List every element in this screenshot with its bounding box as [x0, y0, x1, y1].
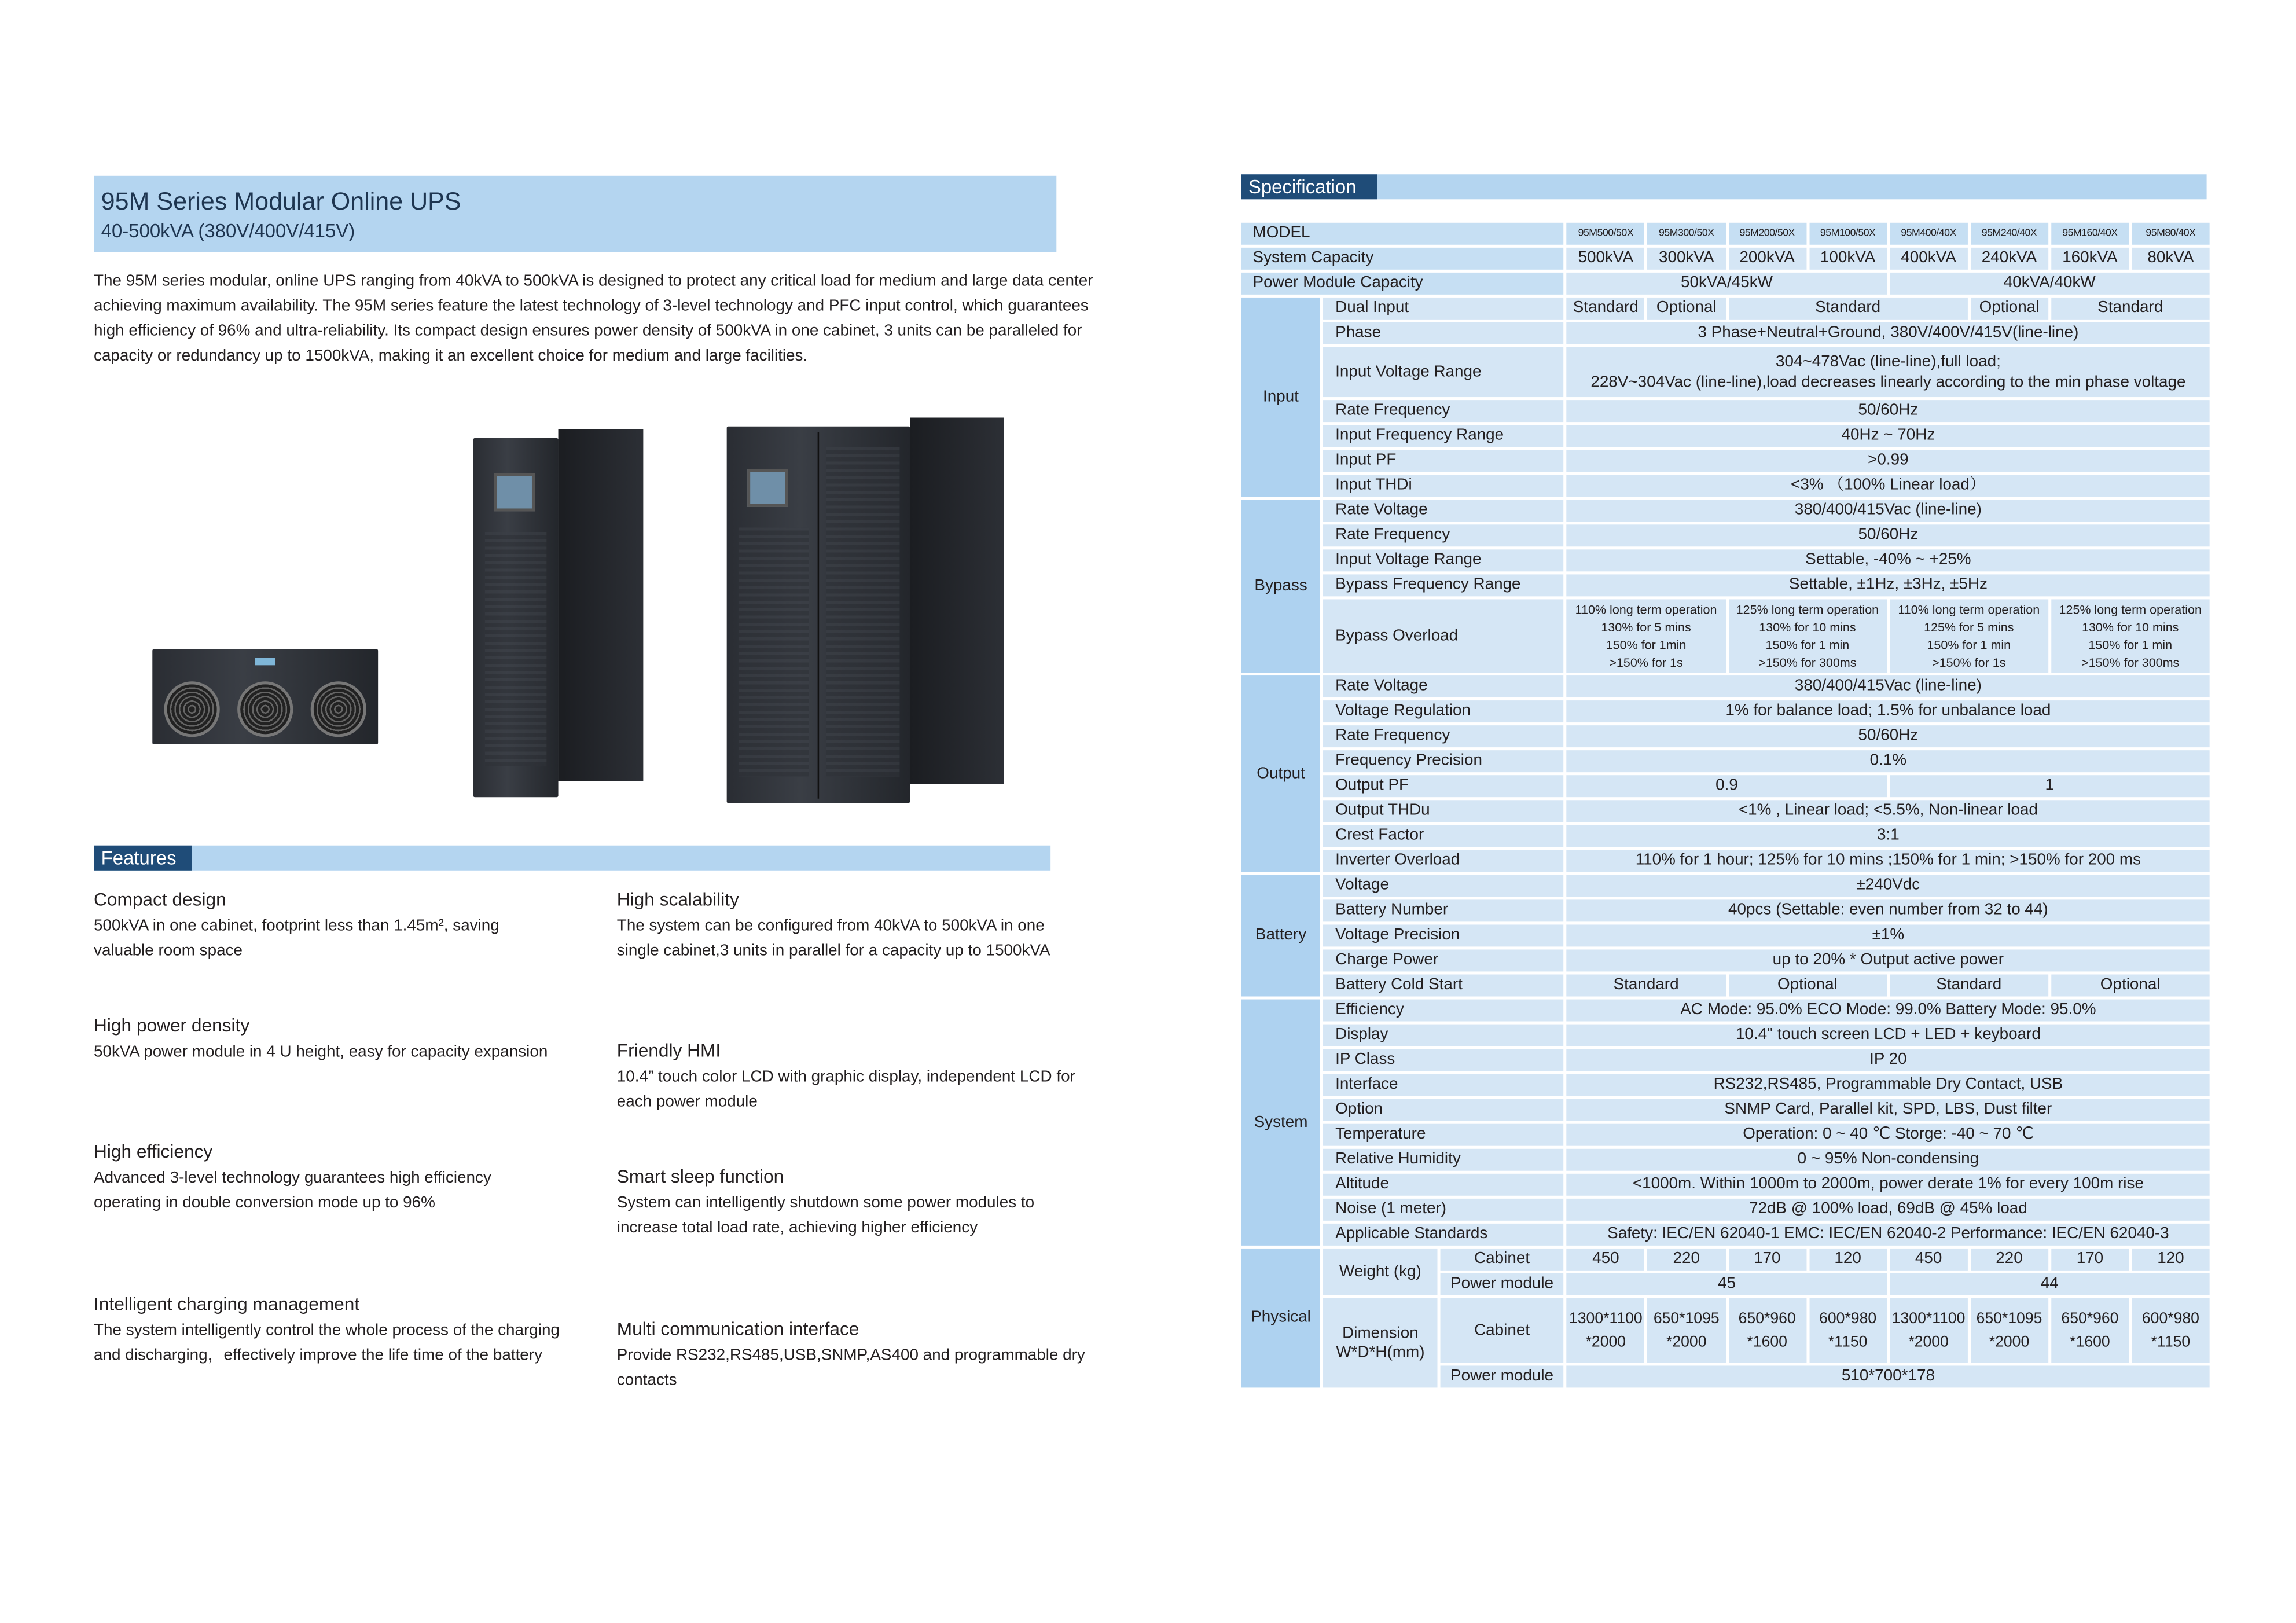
spec-row [1241, 725, 2209, 747]
spec-value: 650*1095 *2000 [1648, 1298, 1725, 1363]
spec-section-label: Physical [1241, 1249, 1321, 1388]
spec-value: 600*980 *1150 [1809, 1298, 1886, 1363]
spec-value: 110% for 1 hour; 125% for 10 mins ;150% for 1 min; >150% for 200 ms [1567, 850, 2210, 872]
spec-section-label: System [1241, 1000, 1321, 1246]
spec-value: 200kVA [1728, 248, 1806, 270]
spec-value: <3% （100% Linear load） [1567, 475, 2210, 497]
spec-value: 120 [2132, 1249, 2209, 1271]
spec-value: 40kVA/40kW [1890, 273, 2210, 295]
spec-parameter: Display [1324, 1025, 1564, 1046]
spec-section-label: Battery [1241, 875, 1321, 996]
spec-row [1241, 949, 2209, 971]
spec-parameter: Input Voltage Range [1324, 549, 1564, 571]
spec-subparameter: Cabinet [1440, 1249, 1564, 1271]
spec-value: Settable, ±1Hz, ±3Hz, ±5Hz [1567, 574, 2210, 596]
model-name: 95M500/50X [1567, 223, 1644, 245]
spec-value: Optional [1728, 975, 1887, 997]
spec-value: Standard [1567, 975, 1725, 997]
spec-row [1241, 775, 2209, 797]
spec-parameter: Battery Cold Start [1324, 975, 1564, 997]
spec-value: 125% long term operation 130% for 10 mins 150% for 1 min >150% for 300ms [1728, 599, 1887, 673]
spec-value: 510*700*178 [1567, 1365, 2210, 1387]
spec-parameter: Bypass Overload [1324, 599, 1564, 673]
spec-value: ±1% [1567, 924, 2210, 946]
spec-parameter: Efficiency [1324, 1000, 1564, 1022]
spec-row [1241, 524, 2209, 546]
specification-table [1238, 220, 2213, 1391]
spec-parameter: Noise (1 meter) [1324, 1199, 1564, 1221]
spec-value: 220 [1970, 1249, 2048, 1271]
spec-parameter: Relative Humidity [1324, 1149, 1564, 1171]
spec-row [1241, 875, 2209, 897]
feature-title: Compact design [94, 889, 226, 910]
spec-value: 500kVA [1567, 248, 1644, 270]
spec-value: 300kVA [1648, 248, 1725, 270]
spec-parameter: Frequency Precision [1324, 750, 1564, 772]
feature-item [94, 1294, 563, 1368]
spec-value: 125% long term operation 130% for 10 mins 150% for 1 min >150% for 300ms [2051, 599, 2210, 673]
intro-paragraph: The 95M series modular, online UPS ranging from 40kVA to 500kVA is designed to protect any critical load for medium and large data center achieving maximum availability. The 95M series feature the latest technology of 3-level technology and PFC input control, which guarantees high efficiency of 96% and ultra-reliability. Its compact design ensures power density of 500kVA in one cabinet, 3 units can be paralleled for capacity or redundancy up to 1500kVA, making it an excellent choice for medium and large facilities. [94, 272, 1093, 365]
spec-value: 50/60Hz [1567, 400, 2210, 422]
page-subtitle: 40-500kVA (380V/400V/415V) [101, 219, 355, 242]
feature-description: Provide RS232,RS485,USB,SNMP,AS400 and programmable dry contacts [616, 1346, 1085, 1389]
spec-value: RS232,RS485, Programmable Dry Contact, USB [1567, 1074, 2210, 1096]
spec-row [1241, 425, 2209, 447]
feature-title: Friendly HMI [616, 1040, 721, 1061]
spec-parameter: Dimension W*D*H(mm) [1324, 1298, 1437, 1387]
spec-value: 220 [1648, 1249, 1725, 1271]
spec-subparameter: Cabinet [1440, 1298, 1564, 1363]
spec-parameter: Voltage [1324, 875, 1564, 897]
spec-value: Safety: IEC/EN 62040-1 EMC: IEC/EN 62040-2 Performance: IEC/EN 62040-3 [1567, 1224, 2210, 1246]
spec-value: AC Mode: 95.0% ECO Mode: 99.0% Battery Mode: 95.0% [1567, 1000, 2210, 1022]
spec-value: 110% long term operation 130% for 5 mins 150% for 1min >150% for 1s [1567, 599, 1725, 673]
model-name: 95M300/50X [1648, 223, 1725, 245]
spec-row [1241, 400, 2209, 422]
spec-value: 170 [1728, 1249, 1806, 1271]
spec-value: >0.99 [1567, 450, 2210, 472]
spec-row [1241, 1149, 2209, 1171]
single-cabinet-image [473, 429, 644, 803]
spec-value: 1300*1100 *2000 [1890, 1298, 1967, 1363]
spec-row [1241, 450, 2209, 472]
spec-section-label: Bypass [1241, 500, 1321, 673]
spec-row [1241, 1000, 2209, 1022]
model-name: 95M240/40X [1970, 223, 2048, 245]
spec-value: 10.4" touch screen LCD + LED + keyboard [1567, 1025, 2210, 1046]
spec-value: 400kVA [1890, 248, 1967, 270]
spec-parameter: Dual Input [1324, 298, 1564, 320]
spec-value: 120 [1809, 1249, 1886, 1271]
spec-value: 50kVA/45kW [1567, 273, 1887, 295]
spec-row [1241, 1025, 2209, 1046]
spec-row [1241, 322, 2209, 344]
feature-item [94, 1141, 563, 1216]
spec-row [1241, 750, 2209, 772]
spec-value: <1000m. Within 1000m to 2000m, power derate 1% for every 100m rise [1567, 1174, 2210, 1196]
spec-value: Operation: 0 ~ 40 ℃ Storge: -40 ~ 70 ℃ [1567, 1124, 2210, 1146]
spec-value: Optional [1648, 298, 1725, 320]
spec-value: 50/60Hz [1567, 524, 2210, 546]
spec-parameter: Phase [1324, 322, 1564, 344]
spec-parameter: Altitude [1324, 1174, 1564, 1196]
spec-row [1241, 1049, 2209, 1071]
spec-row [1241, 825, 2209, 847]
spec-row [1241, 500, 2209, 522]
spec-value: ±240Vdc [1567, 875, 2210, 897]
spec-parameter: Input Voltage Range [1324, 347, 1564, 397]
model-name: 95M100/50X [1809, 223, 1886, 245]
spec-value: 72dB @ 100% load, 69dB @ 45% load [1567, 1199, 2210, 1221]
spec-parameter: Battery Number [1324, 899, 1564, 921]
spec-subparameter: Power module [1440, 1365, 1564, 1387]
spec-row [1241, 599, 2209, 673]
spec-row [1241, 475, 2209, 497]
spec-row [1241, 574, 2209, 596]
spec-value: 450 [1890, 1249, 1967, 1271]
spec-parameter: Input PF [1324, 450, 1564, 472]
spec-parameter: Output THDu [1324, 800, 1564, 822]
spec-value: 110% long term operation 125% for 5 mins 150% for 1 min >150% for 1s [1890, 599, 2048, 673]
spec-parameter: Output PF [1324, 775, 1564, 797]
spec-value: 450 [1567, 1249, 1644, 1271]
spec-parameter: Crest Factor [1324, 825, 1564, 847]
spec-value: <1% , Linear load; <5.5%, Non-linear load [1567, 800, 2210, 822]
spec-parameter: Voltage Regulation [1324, 700, 1564, 722]
spec-value: 1 [1890, 775, 2210, 797]
spec-value: 240kVA [1970, 248, 2048, 270]
feature-description: 50kVA power module in 4 U height, easy for capacity expansion [94, 1043, 548, 1061]
spec-value: Standard [1890, 975, 2048, 997]
spec-value: 380/400/415Vac (line-line) [1567, 500, 2210, 522]
spec-row [1241, 1124, 2209, 1146]
feature-item [94, 1015, 563, 1065]
feature-description: 500kVA in one cabinet, footprint less than 1.45m², saving valuable room space [94, 917, 499, 960]
spec-value: 3 Phase+Neutral+Ground, 380V/400V/415V(line-line) [1567, 322, 2210, 344]
spec-row [1241, 223, 2209, 245]
spec-parameter: Rate Frequency [1324, 725, 1564, 747]
spec-value: up to 20% * Output active power [1567, 949, 2210, 971]
spec-value: 0.1% [1567, 750, 2210, 772]
spec-row [1241, 700, 2209, 722]
spec-row [1241, 975, 2209, 997]
rack-ups-image [152, 649, 378, 744]
spec-parameter: Weight (kg) [1324, 1249, 1437, 1295]
spec-row [1241, 675, 2209, 697]
spec-value: 44 [1890, 1273, 2210, 1295]
spec-section-label: Input [1241, 298, 1321, 497]
feature-item [617, 1166, 1086, 1241]
spec-row-label: Power Module Capacity [1241, 273, 1564, 295]
feature-item [617, 890, 1086, 964]
spec-row-label: MODEL [1241, 223, 1564, 245]
spec-value: IP 20 [1567, 1049, 2210, 1071]
feature-item [94, 890, 563, 964]
spec-row [1241, 899, 2209, 921]
spec-value: Optional [1970, 298, 2048, 320]
model-name: 95M80/40X [2132, 223, 2209, 245]
feature-title: High efficiency [94, 1141, 213, 1162]
double-cabinet-image [727, 418, 1004, 809]
spec-row [1241, 1224, 2209, 1246]
spec-value: 600*980 *1150 [2132, 1298, 2209, 1363]
spec-parameter: Bypass Frequency Range [1324, 574, 1564, 596]
spec-row [1241, 298, 2209, 320]
spec-parameter: Charge Power [1324, 949, 1564, 971]
feature-title: Intelligent charging management [94, 1294, 360, 1314]
spec-value: SNMP Card, Parallel kit, SPD, LBS, Dust filter [1567, 1099, 2210, 1121]
spec-row [1241, 347, 2209, 397]
specification-heading: Specification [1241, 174, 1377, 199]
spec-row [1241, 1099, 2209, 1121]
spec-value: 40Hz ~ 70Hz [1567, 425, 2210, 447]
spec-subparameter: Power module [1440, 1273, 1564, 1295]
spec-value: 380/400/415Vac (line-line) [1567, 675, 2210, 697]
spec-value: 45 [1567, 1273, 1887, 1295]
spec-value: 650*960 *1600 [1728, 1298, 1806, 1363]
feature-title: High power density [94, 1015, 250, 1036]
spec-section-label: Output [1241, 675, 1321, 872]
spec-row [1241, 1249, 2209, 1271]
feature-description: Advanced 3-level technology guarantees high efficiency operating in double conversion mode up to 96% [94, 1169, 491, 1212]
spec-parameter: Voltage Precision [1324, 924, 1564, 946]
spec-value: 0 ~ 95% Non-condensing [1567, 1149, 2210, 1171]
feature-description: 10.4” touch color LCD with graphic display, independent LCD for each power module [616, 1068, 1075, 1111]
spec-row [1241, 1074, 2209, 1096]
spec-value: Standard [1567, 298, 1644, 320]
feature-description: The system can be configured from 40kVA to 500kVA in one single cabinet,3 units in parallel for a capacity up to 1500kVA [616, 917, 1050, 960]
spec-value: 40pcs (Settable: even number from 32 to 44) [1567, 899, 2210, 921]
spec-value: Standard [1728, 298, 1967, 320]
spec-value: 650*1095 *2000 [1970, 1298, 2048, 1363]
feature-title: Multi communication interface [616, 1319, 859, 1339]
spec-value: 160kVA [2051, 248, 2129, 270]
feature-item [617, 1040, 1086, 1115]
spec-parameter: Input Frequency Range [1324, 425, 1564, 447]
spec-row [1241, 800, 2209, 822]
spec-row [1241, 248, 2209, 270]
spec-value: 50/60Hz [1567, 725, 2210, 747]
features-bar [94, 846, 1050, 871]
feature-title: Smart sleep function [616, 1166, 784, 1187]
spec-parameter: Option [1324, 1099, 1564, 1121]
spec-value: 3:1 [1567, 825, 2210, 847]
spec-value: 1300*1100 *2000 [1567, 1298, 1644, 1363]
spec-row [1241, 1298, 2209, 1363]
spec-value: Settable, -40% ~ +25% [1567, 549, 2210, 571]
feature-title: High scalability [616, 889, 739, 910]
spec-parameter: Temperature [1324, 1124, 1564, 1146]
specification-bar [1241, 174, 2206, 199]
spec-row [1241, 1199, 2209, 1221]
spec-parameter: Rate Voltage [1324, 675, 1564, 697]
model-name: 95M200/50X [1728, 223, 1806, 245]
feature-item [617, 1319, 1086, 1393]
spec-value: 1% for balance load; 1.5% for unbalance load [1567, 700, 2210, 722]
spec-row [1241, 924, 2209, 946]
feature-description: The system intelligently control the whole process of the charging and discharging，effectively improve the life time of the battery [94, 1321, 560, 1364]
spec-value: Standard [2051, 298, 2210, 320]
spec-parameter: Rate Voltage [1324, 500, 1564, 522]
spec-parameter: Inverter Overload [1324, 850, 1564, 872]
spec-value: 0.9 [1567, 775, 1887, 797]
spec-value: 304~478Vac (line-line),full load; 228V~304Vac (line-line),load decreases linearly according to the min phase voltage [1567, 347, 2210, 397]
spec-value: 80kVA [2132, 248, 2209, 270]
spec-parameter: Applicable Standards [1324, 1224, 1564, 1246]
spec-value: 170 [2051, 1249, 2129, 1271]
page-title: 95M Series Modular Online UPS [101, 188, 461, 216]
feature-description: System can intelligently shutdown some power modules to increase total load rate, achieving higher efficiency [616, 1194, 1035, 1237]
spec-row-label: System Capacity [1241, 248, 1564, 270]
spec-parameter: Input THDi [1324, 475, 1564, 497]
model-name: 95M160/40X [2051, 223, 2129, 245]
spec-row [1241, 273, 2209, 295]
spec-parameter: Rate Frequency [1324, 400, 1564, 422]
spec-parameter: Interface [1324, 1074, 1564, 1096]
spec-row [1241, 1174, 2209, 1196]
spec-parameter: IP Class [1324, 1049, 1564, 1071]
spec-value: 100kVA [1809, 248, 1886, 270]
spec-value: Optional [2051, 975, 2210, 997]
model-name: 95M400/40X [1890, 223, 1967, 245]
spec-value: 650*960 *1600 [2051, 1298, 2129, 1363]
features-heading: Features [94, 846, 192, 871]
spec-row [1241, 850, 2209, 872]
spec-row [1241, 549, 2209, 571]
spec-parameter: Rate Frequency [1324, 524, 1564, 546]
